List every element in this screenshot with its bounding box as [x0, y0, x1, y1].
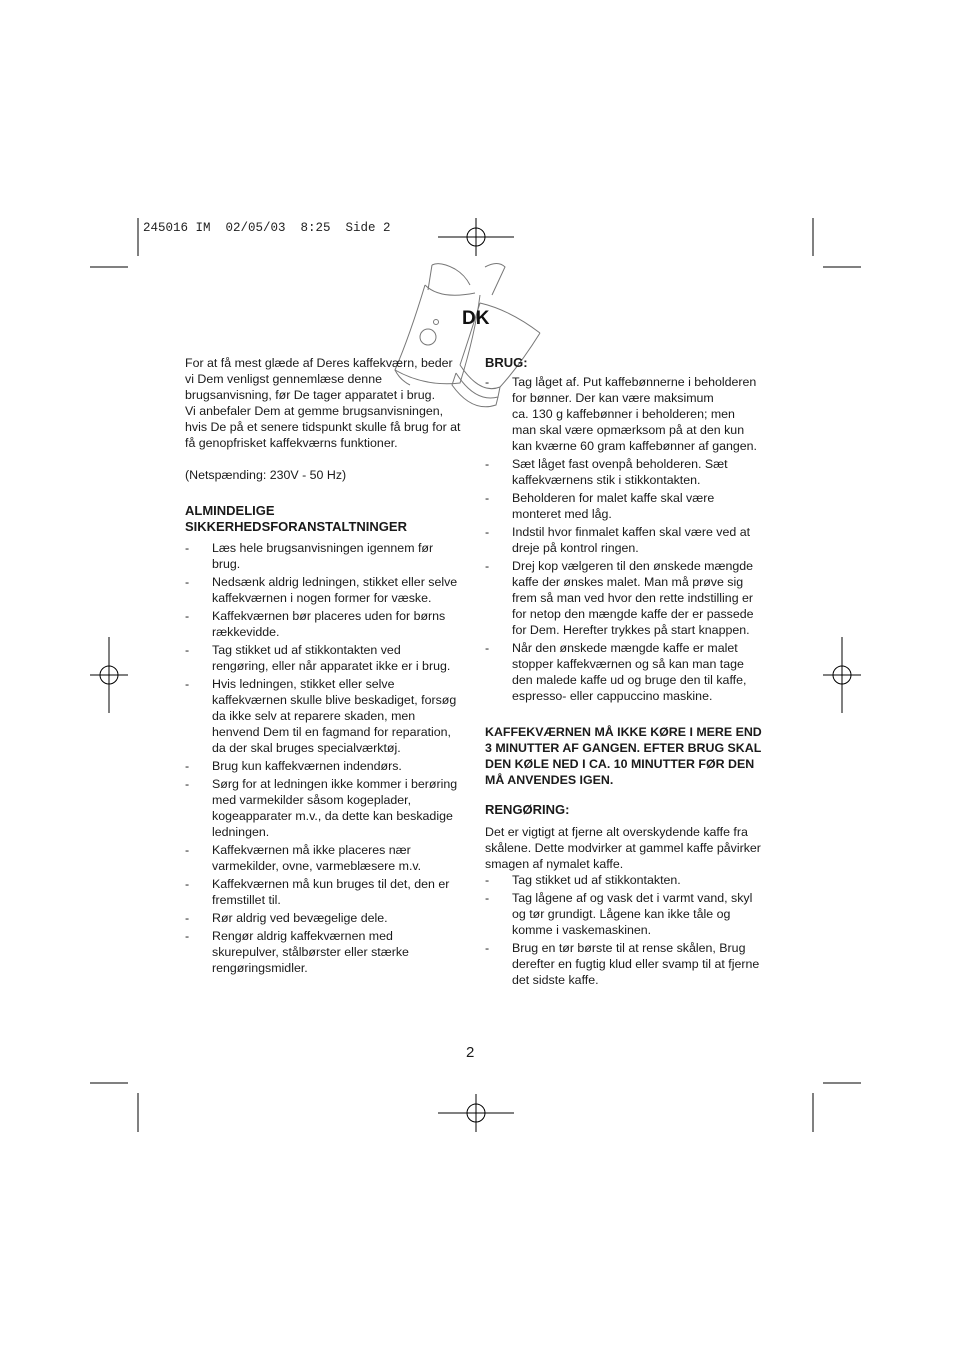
warning-block	[485, 724, 770, 788]
cleaning-intro-line: smagen af nymalet kaffe.	[485, 857, 624, 871]
list-item-line: - Kaffekværnen må ikke placeres nær	[212, 843, 411, 857]
list-item-line: - Tag lågene af og vask det i varmt vand, skyl	[512, 891, 753, 905]
list-item-line: skurepulver, stålbørster eller stærke	[212, 945, 409, 959]
list-item-line: - Tag låget af. Put kaffebønnerne i beholderen	[512, 375, 757, 389]
list-item-line: brug.	[212, 557, 241, 571]
list-item-line: ca. 130 g kaffebønner i beholderen; men	[512, 407, 735, 421]
list-item-line: ledningen.	[212, 825, 270, 839]
list-item	[185, 776, 470, 840]
voltage-note: (Netspænding: 230V - 50 Hz)	[185, 468, 347, 482]
list-item-line: for netop den mængde kaffe der er passede	[512, 607, 754, 621]
list-item-line: rengøring, eller når apparatet ikke er i brug.	[212, 659, 451, 673]
list-item-line: dreje på kontrol ringen.	[512, 541, 639, 555]
usage-heading: BRUG:	[485, 355, 528, 370]
list-item-line: varmekilder, ovne, varmeblæsere m.v.	[212, 859, 422, 873]
list-item	[185, 910, 470, 926]
list-item-line: - Kaffekværnen bør placeres uden for børns	[212, 609, 446, 623]
warning-line: KAFFEKVÆRNEN MÅ IKKE KØRE I MERE END	[485, 725, 762, 739]
list-item	[185, 676, 470, 756]
list-item-line: frem så man ved hvor den rette indstilling er	[512, 591, 754, 605]
intro-line: For at få mest glæde af Deres kaffekværn, beder	[185, 356, 453, 370]
list-item-line: fremstillet til.	[212, 893, 281, 907]
cleaning-list	[485, 872, 770, 988]
list-item-line: kan kværne 60 gram kaffebønner af gangen.	[512, 439, 757, 453]
page-number: 2	[466, 1044, 475, 1061]
registration-mark-left	[90, 637, 128, 713]
list-item-line: - Indstil hvor finmalet kaffen skal være ved at	[512, 525, 751, 539]
intro-line: vi Dem venligst gennemlæse denne	[185, 372, 382, 386]
list-item	[485, 890, 770, 938]
list-item	[485, 940, 770, 988]
list-item-line: - Når den ønskede mængde kaffe er malet	[512, 641, 738, 655]
list-item-line: - Hvis ledningen, stikket eller selve	[212, 677, 395, 691]
list-item-line: rengøringsmidler.	[212, 961, 308, 975]
list-item-line: og tør grundigt. Lågene kan ikke tåle og	[512, 907, 731, 921]
list-item-line: for Dem. Herefter trykkes på start knappen.	[512, 623, 750, 637]
list-item	[185, 928, 470, 976]
right-column	[485, 355, 770, 990]
registration-mark-right	[823, 637, 861, 713]
list-item	[185, 758, 470, 774]
list-item-line: - Rengør aldrig kaffekværnen med	[212, 929, 393, 943]
list-item-line: - Beholderen for malet kaffe skal være	[512, 491, 715, 505]
list-item-line: kaffe der ønskes malet. Man må prøve sig	[512, 575, 744, 589]
list-item	[485, 374, 770, 454]
list-item	[485, 558, 770, 638]
list-item	[185, 876, 470, 908]
list-item	[485, 640, 770, 704]
safety-heading-line: SIKKERHEDSFORANSTALTNINGER	[185, 519, 407, 534]
list-item-line: - Drej kop vælgeren til den ønskede mængde	[512, 559, 754, 573]
list-item-line: - Rør aldrig ved bevægelige dele.	[212, 911, 388, 925]
list-item-line: da ikke selv at reparere skaden, men	[212, 709, 416, 723]
list-item-line: da der skal bruges specialværktøj.	[212, 741, 401, 755]
cleaning-intro-line: Det er vigtigt at fjerne alt overskydende kaffe fra	[485, 825, 748, 839]
list-item-line: for bønner. Der kan være maksimum	[512, 391, 714, 405]
safety-heading	[185, 503, 470, 535]
list-item-line: - Sørg for at ledningen ikke kommer i berøring	[212, 777, 458, 791]
list-item-line: med varmekilder såsom kogeplader,	[212, 793, 412, 807]
list-item-line: monteret med låg.	[512, 507, 612, 521]
list-item-line: man skal være opmærksom på at den kun	[512, 423, 745, 437]
list-item-line: - Brug kun kaffekværnen indendørs.	[212, 759, 402, 773]
print-header: 245016 IM 02/05/03 8:25 Side 2	[143, 221, 391, 235]
list-item	[185, 842, 470, 874]
list-item	[185, 642, 470, 674]
list-item	[485, 872, 770, 888]
list-item	[485, 490, 770, 522]
list-item-line: kaffekværnen skulle blive beskadiget, forsøg	[212, 693, 457, 707]
list-item-line: - Tag stikket ud af stikkontakten ved	[212, 643, 401, 657]
intro-line: brugsanvisning, før De tager apparatet i brug.	[185, 388, 436, 402]
registration-mark-top	[438, 218, 514, 256]
registration-mark-bottom	[438, 1094, 514, 1132]
list-item-line: - Sæt låget fast ovenpå beholderen. Sæt	[512, 457, 728, 471]
list-item-line: - Læs hele brugsanvisningen igennem før	[212, 541, 434, 555]
warning-line: DEN KØLE NED I CA. 10 MINUTTER FØR DEN	[485, 757, 755, 771]
list-item-line: - Brug en tør børste til at rense skålen, Brug	[512, 941, 746, 955]
list-item-line: derefter en fugtig klud eller svamp til at fjerne	[512, 957, 760, 971]
list-item-line: rækkevidde.	[212, 625, 280, 639]
list-item-line: stopper kaffekværnen og så kan man tage	[512, 657, 744, 671]
cleaning-intro	[485, 824, 770, 872]
list-item-line: henvend Dem til en fagmand for reparation,	[212, 725, 452, 739]
list-item-line: det sidste kaffe.	[512, 973, 599, 987]
left-column	[185, 355, 470, 978]
list-item	[185, 608, 470, 640]
list-item-line: - Nedsænk aldrig ledningen, stikket eller selve	[212, 575, 458, 589]
list-item-line: komme i vaskemaskinen.	[512, 923, 652, 937]
intro-line: få genopfrisket kaffekværns funktioner.	[185, 436, 398, 450]
intro-paragraph	[185, 355, 470, 451]
safety-list	[185, 540, 470, 976]
cleaning-heading: RENGØRING:	[485, 802, 570, 817]
list-item-line: den malede kaffe ud og bruge den til kaffe,	[512, 673, 747, 687]
list-item-line: kaffekværnen i nogen former for væske.	[212, 591, 432, 605]
list-item	[485, 524, 770, 556]
list-item-line: - Tag stikket ud af stikkontakten.	[512, 873, 681, 887]
cleaning-intro-line: skålene. Dette modvirker at gammel kaffe påvirker	[485, 841, 761, 855]
list-item	[185, 574, 470, 606]
warning-line: MÅ ANVENDES IGEN.	[485, 773, 614, 787]
list-item-line: kaffekværnens stik i stikkontakten.	[512, 473, 701, 487]
list-item-line: - Kaffekværnen må kun bruges til det, den er	[212, 877, 450, 891]
intro-line: Vi anbefaler Dem at gemme brugsanvisningen,	[185, 404, 444, 418]
list-item-line: kogeapparater m.v., da dette kan beskadige	[212, 809, 453, 823]
usage-list	[485, 374, 770, 704]
list-item-line: espresso- eller cappuccino maskine.	[512, 689, 713, 703]
warning-line: 3 MINUTTER AF GANGEN. EFTER BRUG SKAL	[485, 741, 762, 755]
language-tag: DK	[462, 308, 490, 329]
list-item	[185, 540, 470, 572]
safety-heading-line: ALMINDELIGE	[185, 503, 275, 518]
intro-line: hvis De på et senere tidspunkt skulle få brug for at	[185, 420, 461, 434]
list-item	[485, 456, 770, 488]
